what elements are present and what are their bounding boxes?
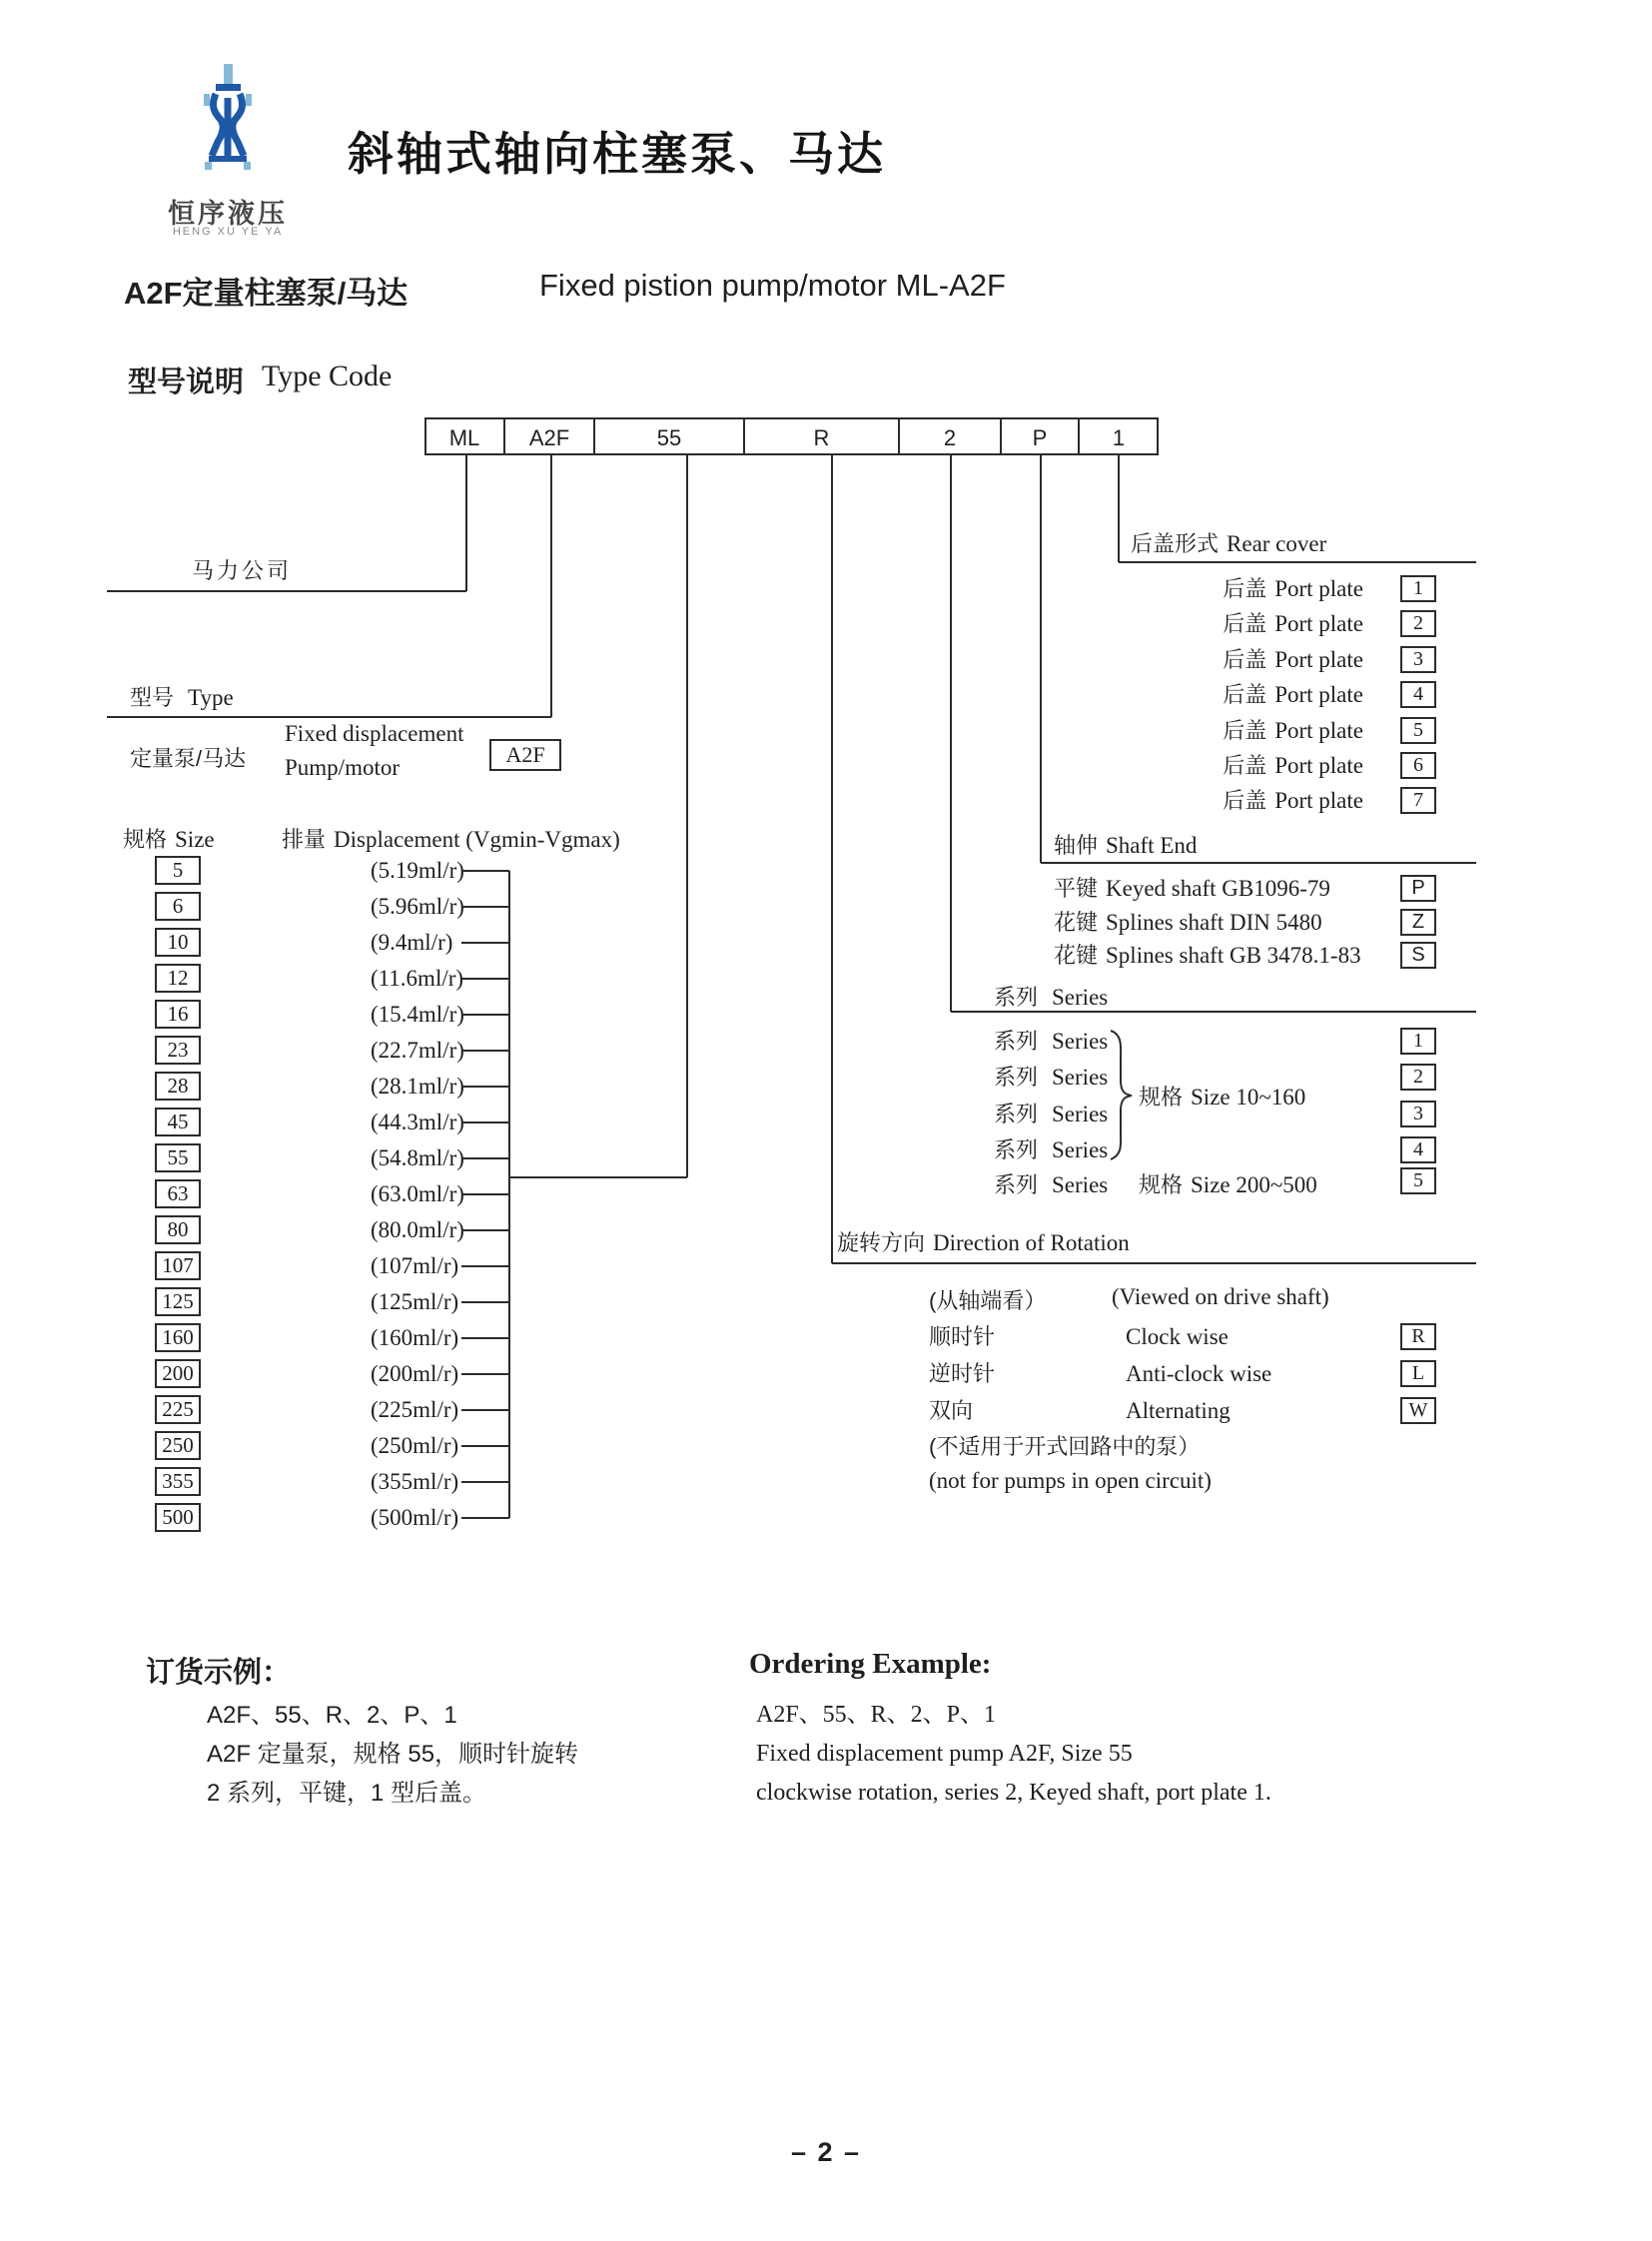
size-row: [123, 1284, 509, 1320]
rotation-row-en: Alternating: [1126, 1398, 1231, 1423]
size-code-box: 63: [155, 1179, 201, 1208]
shaft-end-code-box: P: [1400, 875, 1436, 902]
displacement-value: (15.4ml/r): [371, 1002, 464, 1027]
rear-cover-row-label: [1223, 576, 1363, 601]
rear-cover-row-label: [1223, 717, 1363, 743]
rear-cover-row-cn: 后盖: [1223, 611, 1267, 637]
displacement-value: (22.7ml/r): [371, 1038, 464, 1063]
product-subtitle-en: Fixed pistion pump/motor ML-A2F: [539, 268, 1006, 303]
pump-code-box: A2F: [489, 739, 561, 771]
rear-cover-row-cn: 后盖: [1223, 646, 1267, 672]
size-header-en: Size: [175, 827, 215, 852]
model-label-en: Type: [188, 685, 234, 710]
rear-cover-row: [999, 748, 1436, 783]
ordering-line-cn: A2F 定量泵，规格 55，顺时针旋转: [207, 1741, 579, 1768]
connector-dash: [461, 1337, 509, 1339]
size-code-box: 107: [155, 1251, 201, 1280]
series-row5-code-box: 5: [1400, 1167, 1436, 1194]
size-code-box: 200: [155, 1359, 201, 1388]
shaft-end-row-cn: 花键: [1054, 943, 1099, 968]
code-cell-cover: 1: [1112, 425, 1126, 450]
rear-cover-row-cn: 后盖: [1223, 576, 1267, 601]
size-row: [123, 1248, 509, 1284]
shaft-end-title-cn: 轴伸: [1054, 833, 1099, 858]
rear-cover-row-en: Port plate: [1274, 717, 1363, 743]
rear-cover-row-label: [1223, 646, 1363, 672]
shaft-end-title-en: Shaft End: [1106, 833, 1198, 858]
size-code-box: 355: [155, 1467, 201, 1496]
rotation-title-en: Direction of Rotation: [933, 1230, 1130, 1255]
rear-cover-row-en: Port plate: [1274, 576, 1363, 601]
rotation-row-cn: 逆时针: [929, 1361, 996, 1386]
size-code-box: 160: [155, 1323, 201, 1352]
rotation-footnote-cn: (不适用于开式回路中的泵）: [929, 1434, 1201, 1459]
code-cell-ml: ML: [448, 425, 480, 450]
connector-dash: [461, 1409, 509, 1411]
company-name-en: HENG XU YE YA: [172, 226, 284, 238]
rear-cover-title-en: Rear cover: [1227, 531, 1327, 556]
rear-cover-row-cn: 后盖: [1223, 682, 1267, 708]
shaft-end-rows: [1054, 872, 1436, 973]
shaft-end-code-box: Z: [1400, 909, 1436, 936]
rear-cover-row: [999, 642, 1436, 677]
size-row: [123, 853, 509, 889]
rear-cover-row-label: [1223, 788, 1363, 814]
page-number: – 2 –: [790, 2137, 862, 2167]
rear-cover-code-box: 3: [1400, 646, 1436, 673]
size-code-box: 16: [155, 1000, 201, 1029]
displacement-value: (160ml/r): [371, 1325, 459, 1350]
rear-cover-row-cn: 后盖: [1223, 752, 1267, 778]
size-row: [123, 925, 509, 961]
shaft-end-row-cn: 平键: [1054, 876, 1099, 901]
size-code-box: 55: [155, 1143, 201, 1172]
displacement-value: (5.19ml/r): [371, 858, 464, 883]
page-title: 斜轴式轴向柱塞泵、马达: [348, 128, 886, 180]
rear-cover-code-box: 4: [1400, 681, 1436, 708]
series-row-label: [994, 1029, 1109, 1054]
connector-dash: [461, 1445, 509, 1447]
displacement-value: (28.1ml/r): [371, 1074, 464, 1099]
rear-cover-code-box: 5: [1400, 717, 1436, 744]
shaft-end-title: [1054, 829, 1197, 860]
rear-cover-code-box: 7: [1400, 787, 1436, 814]
connector-dash: [461, 1517, 509, 1519]
series-row-label: [994, 1101, 1109, 1126]
model-label: [130, 681, 234, 712]
ordering-lines-cn: [207, 1696, 726, 1813]
shaft-end-row-en: Keyed shaft GB1096-79: [1106, 876, 1330, 901]
section-heading-en: Type Code: [262, 360, 393, 392]
rear-cover-row-en: Port plate: [1274, 682, 1363, 708]
series-row-en: Series: [1052, 1029, 1109, 1054]
size-row: [123, 961, 509, 997]
rear-cover-row-cn: 后盖: [1223, 788, 1267, 814]
shaft-end-row-en: Splines shaft GB 3478.1-83: [1106, 943, 1361, 968]
shaft-end-code-box: S: [1400, 942, 1436, 969]
connector-dash: [461, 1265, 509, 1267]
displacement-value: (107ml/r): [371, 1253, 459, 1278]
ordering-title-cn: 订货示例：: [146, 1657, 292, 1689]
rotation-code-box: L: [1400, 1360, 1436, 1387]
displacement-value: (63.0ml/r): [371, 1181, 464, 1206]
connector-dash: [461, 1193, 509, 1195]
size-row: [123, 889, 509, 925]
size-row: [123, 1105, 509, 1140]
pump-label-en2: Pump/motor: [285, 755, 401, 780]
rear-cover-row-label: [1223, 611, 1363, 637]
rotation-view-cn: (从轴端看）: [929, 1288, 1047, 1313]
series-row-cn: 系列: [994, 1137, 1039, 1163]
rotation-footnote-en: (not for pumps in open circuit): [929, 1468, 1212, 1493]
size-row: [123, 1320, 509, 1356]
series-title-cn: 系列: [994, 985, 1039, 1010]
connector-dash: [461, 1014, 509, 1016]
ordering-line-en: Fixed displacement pump A2F, Size 55: [756, 1741, 1133, 1767]
rear-cover-row: [999, 571, 1436, 606]
displacement-value: (225ml/r): [371, 1397, 459, 1422]
displacement-value: (125ml/r): [371, 1289, 459, 1314]
series-row-label: [994, 1137, 1109, 1163]
shaft-end-row-label: [1054, 943, 1361, 968]
rear-cover-row: [999, 677, 1436, 712]
series-row: [994, 1024, 1436, 1060]
rotation-row: [929, 1355, 1436, 1392]
rotation-code-box: W: [1400, 1397, 1436, 1424]
series-row5: [994, 1166, 1436, 1203]
size-code-box: 5: [155, 856, 201, 885]
series-row5-label: [994, 1166, 1108, 1206]
shaft-end-row: [1054, 872, 1436, 906]
series-row5-en: Series: [1052, 1172, 1109, 1197]
connector-dash: [461, 1481, 509, 1483]
code-cell-a2f: A2F: [528, 425, 570, 450]
series-row5-note: [1139, 1166, 1317, 1206]
series-row5-note-cn: 规格: [1139, 1172, 1184, 1197]
series-row-cn: 系列: [994, 1065, 1039, 1091]
displacement-value: (250ml/r): [371, 1433, 459, 1458]
connector-dash: [461, 1050, 509, 1052]
rear-cover-title-cn: 后盖形式: [1131, 531, 1220, 556]
displacement-header: [282, 823, 620, 854]
size-displacement-table: [123, 853, 509, 1536]
series-code-box: 2: [1400, 1064, 1436, 1091]
pump-label-cn: 定量泵/马达: [130, 746, 247, 771]
displacement-value: (54.8ml/r): [371, 1145, 464, 1170]
series-code-box: 1: [1400, 1028, 1436, 1055]
model-label-cn: 型号: [130, 685, 175, 710]
series-code-box: 3: [1400, 1101, 1436, 1127]
series-row-cn: 系列: [994, 1029, 1039, 1054]
ordering-lines-en: [756, 1696, 1395, 1813]
company-label: 马力公司: [192, 558, 293, 583]
series-group-note-cn: 规格: [1139, 1085, 1184, 1110]
series-group-note-en: Size 10~160: [1191, 1085, 1306, 1110]
ordering-line-en: clockwise rotation, series 2, Keyed shaft, port plate 1.: [756, 1780, 1271, 1806]
size-header-cn: 规格: [123, 827, 168, 852]
displacement-value: (355ml/r): [371, 1469, 459, 1494]
series-row-en: Series: [1052, 1101, 1109, 1126]
series-row-en: Series: [1052, 1065, 1109, 1091]
series-row-label: [994, 1065, 1109, 1091]
size-code-box: 23: [155, 1036, 201, 1065]
connector-dash: [461, 1373, 509, 1375]
size-row: [123, 1464, 509, 1500]
code-cell-shaft: P: [1032, 425, 1048, 450]
rear-cover-row-en: Port plate: [1274, 788, 1363, 814]
size-row: [123, 1392, 509, 1428]
series-title-en: Series: [1052, 985, 1109, 1010]
size-code-box: 12: [155, 964, 201, 993]
shaft-end-row: [1054, 906, 1436, 940]
rear-cover-row: [999, 606, 1436, 641]
size-row: [123, 1176, 509, 1212]
rear-cover-title: [1131, 527, 1326, 558]
rotation-title-cn: 旋转方向: [837, 1230, 926, 1255]
rotation-row-en: Anti-clock wise: [1126, 1361, 1272, 1386]
size-row: [123, 1212, 509, 1248]
connector-dash: [461, 1086, 509, 1088]
displacement-header-en: Displacement (Vgmin-Vgmax): [334, 827, 620, 852]
size-row: [123, 1500, 509, 1536]
size-row: [123, 1069, 509, 1105]
rear-cover-code-box: 6: [1400, 752, 1436, 779]
section-heading-cn: 型号说明: [128, 367, 245, 398]
rotation-view-en: (Viewed on drive shaft): [1112, 1284, 1329, 1309]
shaft-end-row-cn: 花键: [1054, 909, 1099, 935]
rear-cover-code-box: 1: [1400, 575, 1436, 602]
displacement-value: (200ml/r): [371, 1361, 459, 1386]
size-header: [123, 823, 215, 854]
displacement-value: (9.4ml/r): [371, 930, 453, 955]
shaft-end-row-en: Splines shaft DIN 5480: [1106, 909, 1322, 935]
series-row-cn: 系列: [994, 1101, 1039, 1126]
code-cell-series: 2: [943, 425, 957, 450]
size-row: [123, 997, 509, 1033]
ordering-title-en: Ordering Example:: [749, 1648, 992, 1680]
size-code-box: 45: [155, 1108, 201, 1136]
series-row-en: Series: [1052, 1137, 1109, 1163]
size-code-box: 28: [155, 1072, 201, 1101]
series-title: [994, 981, 1108, 1012]
rotation-row: [929, 1392, 1436, 1429]
connector-dash: [461, 942, 509, 944]
rear-cover-row: [999, 783, 1436, 818]
ordering-line-en: A2F、55、R、2、P、1: [756, 1702, 997, 1728]
rotation-view-note: [929, 1284, 1436, 1314]
size-row: [123, 1356, 509, 1392]
rear-cover-row-en: Port plate: [1274, 646, 1363, 672]
rotation-code-box: R: [1400, 1323, 1436, 1350]
rotation-rows: [929, 1318, 1436, 1429]
series-code-box: 4: [1400, 1136, 1436, 1163]
rotation-row-cn: 双向: [929, 1398, 974, 1423]
size-code-box: 6: [155, 892, 201, 921]
series-group-note: [1139, 1081, 1305, 1112]
displacement-value: (500ml/r): [371, 1505, 459, 1530]
rear-cover-row-en: Port plate: [1274, 611, 1363, 637]
product-subtitle-cn: A2F定量柱塞泵/马达: [124, 276, 409, 311]
size-code-box: 500: [155, 1503, 201, 1532]
shaft-end-row-label: [1054, 876, 1330, 901]
shaft-end-row-label: [1054, 909, 1322, 935]
rotation-row: [929, 1318, 1436, 1355]
connector-dash: [461, 870, 509, 872]
connector-dash: [461, 1121, 509, 1123]
displacement-value: (11.6ml/r): [371, 966, 464, 991]
connector-dash: [461, 1229, 509, 1231]
ordering-line-cn: A2F、55、R、2、P、1: [207, 1702, 457, 1729]
ordering-line-cn: 2 系列，平键，1 型后盖。: [207, 1780, 487, 1807]
connector-dash: [461, 906, 509, 908]
rear-cover-row-label: [1223, 682, 1363, 708]
rear-cover-row-en: Port plate: [1274, 752, 1363, 778]
series-row5-note-en: Size 200~500: [1191, 1172, 1317, 1197]
size-code-box: 250: [155, 1431, 201, 1460]
size-code-box: 125: [155, 1287, 201, 1316]
rear-cover-row: [999, 713, 1436, 748]
displacement-header-cn: 排量: [282, 827, 327, 852]
connector-dash: [461, 1157, 509, 1159]
size-row: [123, 1428, 509, 1464]
size-code-box: 80: [155, 1215, 201, 1244]
size-code-box: 225: [155, 1395, 201, 1424]
displacement-value: (5.96ml/r): [371, 894, 464, 919]
size-row: [123, 1140, 509, 1176]
company-name-cn: 恒序液压: [168, 199, 288, 229]
code-cell-rot: R: [813, 425, 830, 450]
size-code-box: 10: [155, 928, 201, 957]
connector-dash: [461, 978, 509, 980]
size-row: [123, 1033, 509, 1069]
rear-cover-code-box: 2: [1400, 610, 1436, 637]
company-logo-icon: [196, 64, 260, 182]
rear-cover-rows: [999, 571, 1436, 819]
rotation-row-en: Clock wise: [1126, 1324, 1229, 1349]
rotation-row-cn: 顺时针: [929, 1324, 996, 1349]
rear-cover-row-label: [1223, 752, 1363, 778]
pump-label-en1: Fixed displacement: [285, 721, 464, 746]
code-cell-size: 55: [656, 425, 682, 450]
displacement-value: (44.3ml/r): [371, 1110, 464, 1134]
rotation-title: [837, 1226, 1130, 1257]
displacement-value: (80.0ml/r): [371, 1217, 464, 1242]
shaft-end-row: [1054, 939, 1436, 973]
series-row: [994, 1132, 1436, 1168]
series-row5-cn: 系列: [994, 1172, 1039, 1197]
rear-cover-row-cn: 后盖: [1223, 717, 1267, 743]
connector-dash: [461, 1301, 509, 1303]
